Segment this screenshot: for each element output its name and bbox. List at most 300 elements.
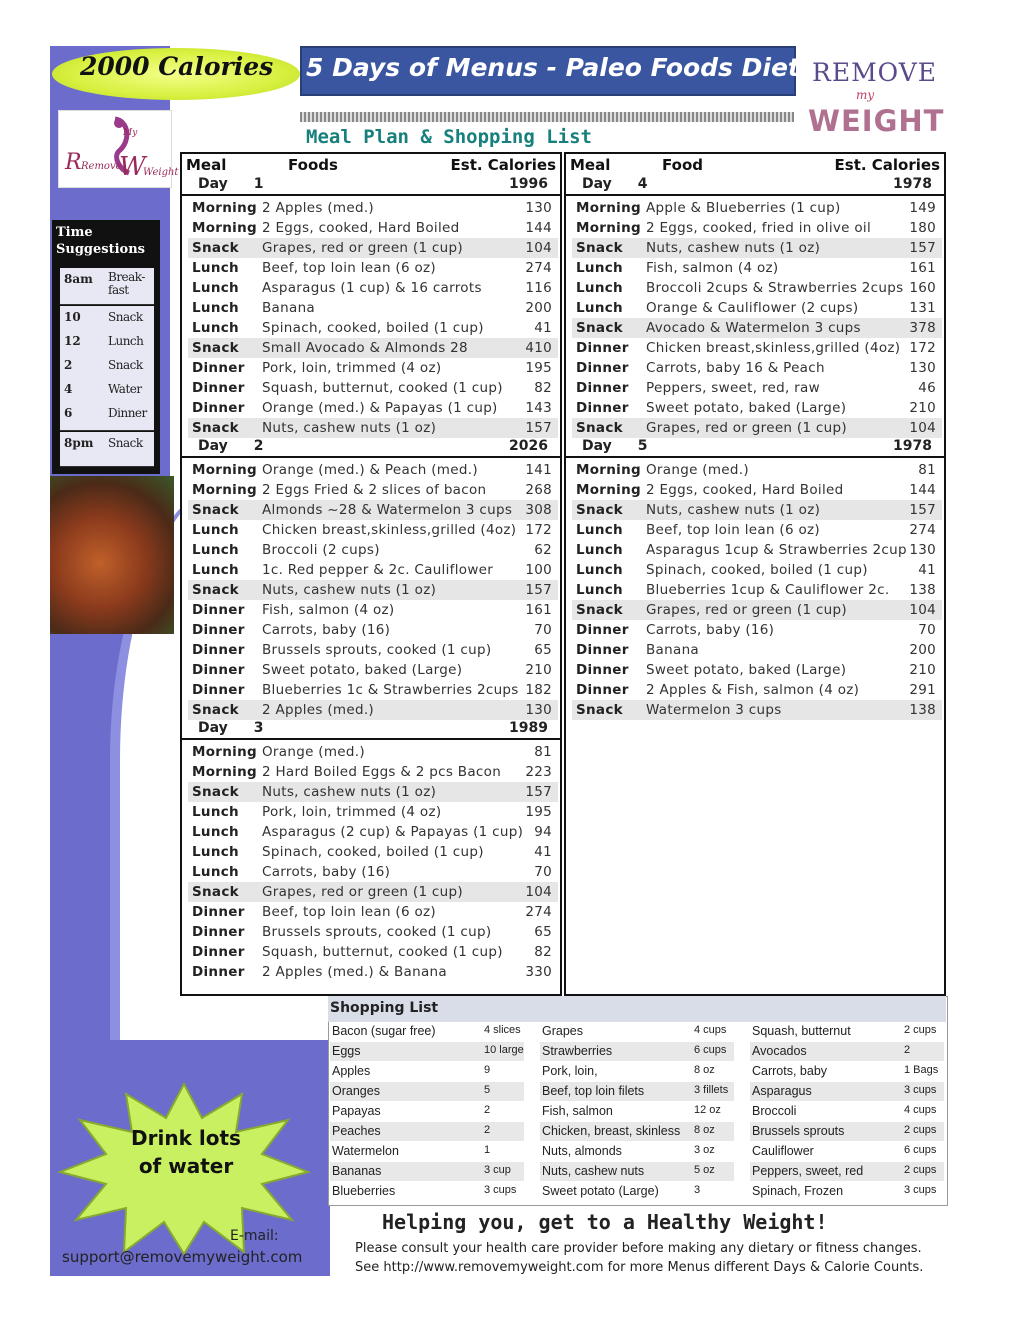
meal-row xyxy=(188,540,558,560)
time-row xyxy=(60,378,154,403)
day-header xyxy=(198,438,264,454)
shopping-item-name: Watermelon xyxy=(332,1144,399,1158)
meal-time: Snack xyxy=(192,420,239,436)
calories-value: 161 xyxy=(909,260,936,276)
shopping-item-name: Asparagus xyxy=(752,1084,812,1098)
calories-value: 130 xyxy=(909,360,936,376)
food-item: Carrots, baby 16 & Peach xyxy=(646,360,825,376)
header-stripe xyxy=(300,112,794,122)
day-header xyxy=(582,176,648,192)
calories-value: 65 xyxy=(534,924,552,940)
meal-time: Snack xyxy=(192,884,239,900)
shopping-item-qty: 1 xyxy=(484,1144,491,1156)
shopping-item xyxy=(540,1102,734,1121)
calories-value: 65 xyxy=(534,642,552,658)
food-item: Carrots, baby (16) xyxy=(262,864,391,880)
calories-value: 41 xyxy=(918,562,936,578)
meal-row xyxy=(188,418,558,438)
food-item: Squash, butternut, cooked (1 cup) xyxy=(262,380,503,396)
shopping-item xyxy=(330,1182,524,1201)
food-item: Apple & Blueberries (1 cup) xyxy=(646,200,841,216)
drink-water-line2: of water xyxy=(138,1154,234,1178)
meal-time: Lunch xyxy=(192,542,239,558)
meal-time: Lunch xyxy=(576,522,623,538)
food-photo xyxy=(50,476,174,634)
meal-time: Dinner xyxy=(192,904,245,920)
food-item: 2 Apples (med.) & Banana xyxy=(262,964,447,980)
meal-row xyxy=(572,560,942,580)
slogan: Helping you, get to a Healthy Weight! xyxy=(382,1210,828,1234)
meal-row xyxy=(572,660,942,680)
time-activity: Snack xyxy=(108,358,143,372)
calories-value: 172 xyxy=(525,522,552,538)
shopping-item-name: Oranges xyxy=(332,1084,380,1098)
time-suggestions-title: Time Suggestions xyxy=(56,225,145,257)
time-activity: Water xyxy=(108,382,142,396)
meal-time: Snack xyxy=(576,602,623,618)
food-item: Grapes, red or green (1 cup) xyxy=(262,240,463,256)
meal-row xyxy=(188,580,558,600)
food-item: Nuts, cashew nuts (1 oz) xyxy=(646,502,821,518)
meal-time: Snack xyxy=(192,502,239,518)
shopping-item xyxy=(330,1122,524,1141)
shopping-item-name: Carrots, baby xyxy=(752,1064,828,1078)
shopping-item-qty: 6 cups xyxy=(904,1144,937,1156)
shopping-item xyxy=(750,1022,944,1041)
logo-my: my xyxy=(856,88,875,102)
meal-row xyxy=(572,600,942,620)
meal-row xyxy=(572,198,942,218)
meal-time: Dinner xyxy=(192,602,245,618)
meal-time: Dinner xyxy=(576,380,629,396)
shopping-item-qty: 3 cup xyxy=(484,1164,511,1176)
shopping-item xyxy=(540,1042,734,1061)
food-item: Nuts, cashew nuts (1 oz) xyxy=(262,420,437,436)
meal-time: Lunch xyxy=(192,280,239,296)
drink-water-line1: Drink lots xyxy=(131,1126,241,1150)
shopping-item xyxy=(750,1162,944,1181)
calories-value: 291 xyxy=(909,682,936,698)
meal-time: Snack xyxy=(576,702,623,718)
food-item: 2 Apples (med.) xyxy=(262,200,374,216)
day-number: 3 xyxy=(253,720,264,736)
calories-value: 104 xyxy=(525,884,552,900)
food-item: 2 Hard Boiled Eggs & 2 pcs Bacon xyxy=(262,764,502,780)
calories-value: 157 xyxy=(525,582,552,598)
calories-value: 160 xyxy=(909,280,936,296)
food-item: Grapes, red or green (1 cup) xyxy=(262,884,463,900)
calories-value: 116 xyxy=(525,280,552,296)
meal-time: Dinner xyxy=(576,662,629,678)
food-item: Broccoli 2cups & Strawberries 2cups xyxy=(646,280,904,296)
calories-value: 70 xyxy=(918,622,936,638)
shopping-item xyxy=(750,1062,944,1081)
shopping-item-name: Squash, butternut xyxy=(752,1024,851,1038)
shopping-item-qty: 2 xyxy=(484,1124,491,1136)
shopping-item-name: Bananas xyxy=(332,1164,382,1178)
meal-row xyxy=(572,318,942,338)
meal-row xyxy=(188,742,558,762)
shopping-item-name: Eggs xyxy=(332,1044,361,1058)
day-label: Day xyxy=(582,438,612,454)
calories-value: 82 xyxy=(534,380,552,396)
meal-time: Lunch xyxy=(192,320,239,336)
meal-row xyxy=(188,338,558,358)
meal-row xyxy=(188,902,558,922)
food-item: Beef, top loin lean (6 oz) xyxy=(262,904,436,920)
day-number: 4 xyxy=(637,176,648,192)
food-item: Squash, butternut, cooked (1 cup) xyxy=(262,944,503,960)
shopping-item xyxy=(540,1082,734,1101)
food-item: Almonds ~28 & Watermelon 3 cups xyxy=(262,502,513,518)
shopping-item-name: Strawberries xyxy=(542,1044,613,1058)
meal-row xyxy=(188,500,558,520)
meal-row xyxy=(188,922,558,942)
meal-time: Snack xyxy=(576,320,623,336)
calories-value: 195 xyxy=(525,360,552,376)
food-item: Asparagus 1cup & Strawberries 2cup xyxy=(646,542,907,558)
food-item: Carrots, baby (16) xyxy=(646,622,775,638)
food-item: Orange & Cauliflower (2 cups) xyxy=(646,300,859,316)
food-item: Brussels sprouts, cooked (1 cup) xyxy=(262,642,492,658)
meal-row xyxy=(572,460,942,480)
meal-row xyxy=(188,680,558,700)
shopping-item xyxy=(330,1102,524,1121)
calories-value: 104 xyxy=(525,240,552,256)
meal-row xyxy=(188,480,558,500)
meal-time: Dinner xyxy=(192,622,245,638)
meal-time: Dinner xyxy=(576,340,629,356)
shopping-item-name: Broccoli xyxy=(752,1104,797,1118)
day-divider xyxy=(182,194,560,196)
meal-row xyxy=(188,862,558,882)
food-item: Brussels sprouts, cooked (1 cup) xyxy=(262,924,492,940)
calories-value: 130 xyxy=(909,542,936,558)
shopping-item xyxy=(330,1162,524,1181)
shopping-item-name: Apples xyxy=(332,1064,371,1078)
food-item: Asparagus (2 cup) & Papayas (1 cup) xyxy=(262,824,524,840)
shopping-item-qty: 5 oz xyxy=(694,1164,715,1176)
shopping-item-qty: 4 cups xyxy=(904,1104,937,1116)
food-item: Orange (med.) & Papayas (1 cup) xyxy=(262,400,498,416)
shopping-item-qty: 2 cups xyxy=(904,1164,937,1176)
day-total-calories: 1989 xyxy=(509,720,548,736)
shopping-item-name: Chicken, breast, skinless xyxy=(542,1124,681,1138)
shopping-item-qty: 1 Bags xyxy=(904,1064,939,1076)
meal-row xyxy=(572,500,942,520)
meal-row xyxy=(188,298,558,318)
meal-row xyxy=(188,238,558,258)
logo-remove: REMOVE xyxy=(812,58,938,87)
food-item: Pork, loin, trimmed (4 oz) xyxy=(262,360,442,376)
meal-row xyxy=(188,218,558,238)
time-label: 8pm xyxy=(64,436,94,450)
calories-value: 81 xyxy=(918,462,936,478)
calories-header: Est. Calories xyxy=(450,156,556,174)
time-row xyxy=(60,306,154,331)
time-label: 8am xyxy=(64,272,93,286)
time-label: 6 xyxy=(64,406,73,420)
food-item: Small Avocado & Almonds 28 xyxy=(262,340,468,356)
food-item: Nuts, cashew nuts (1 oz) xyxy=(262,784,437,800)
meal-time: Morning xyxy=(576,200,641,216)
meal-row xyxy=(188,942,558,962)
meal-row xyxy=(188,700,558,720)
meal-row xyxy=(188,460,558,480)
meal-row xyxy=(572,338,942,358)
shopping-item-name: Bacon (sugar free) xyxy=(332,1024,436,1038)
calories-value: 82 xyxy=(534,944,552,960)
meal-row xyxy=(188,258,558,278)
meal-row xyxy=(188,802,558,822)
shopping-item xyxy=(540,1142,734,1161)
day-number: 2 xyxy=(253,438,264,454)
meal-row xyxy=(572,418,942,438)
meal-time: Morning xyxy=(192,482,257,498)
meal-time: Lunch xyxy=(192,824,239,840)
website-note[interactable]: See http://www.removemyweight.com for more Menus different Days & Calorie Counts. xyxy=(355,1260,924,1275)
small-logo-graphic xyxy=(59,111,179,187)
time-row xyxy=(60,354,154,379)
meal-time: Dinner xyxy=(192,380,245,396)
meal-time: Dinner xyxy=(576,360,629,376)
meal-row xyxy=(188,620,558,640)
meal-time: Lunch xyxy=(576,280,623,296)
meal-row xyxy=(572,258,942,278)
meal-row xyxy=(572,480,942,500)
meal-row xyxy=(188,822,558,842)
meal-row xyxy=(572,378,942,398)
food-item: 2 Eggs, cooked, Hard Boiled xyxy=(646,482,844,498)
shopping-item-qty: 10 large xyxy=(484,1044,524,1056)
meal-time: Dinner xyxy=(576,622,629,638)
shopping-item-qty: 3 fillets xyxy=(694,1084,729,1096)
food-item: Chicken breast,skinless,grilled (4oz) xyxy=(646,340,901,356)
food-item: Sweet potato, baked (Large) xyxy=(646,400,847,416)
meal-time: Dinner xyxy=(192,662,245,678)
food-item: Blueberries 1c & Strawberries 2cups xyxy=(262,682,519,698)
calories-value: 144 xyxy=(909,482,936,498)
food-item: Spinach, cooked, boiled (1 cup) xyxy=(262,844,484,860)
shopping-item xyxy=(540,1122,734,1141)
meal-row xyxy=(188,198,558,218)
shopping-item xyxy=(330,1082,524,1101)
calories-value: 274 xyxy=(525,904,552,920)
food-item: Grapes, red or green (1 cup) xyxy=(646,420,847,436)
meal-time: Morning xyxy=(192,200,257,216)
calories-value: 157 xyxy=(909,240,936,256)
shopping-item-qty: 2 xyxy=(484,1104,491,1116)
shopping-item xyxy=(330,1062,524,1081)
calories-value: 274 xyxy=(909,522,936,538)
food-item: Fish, salmon (4 oz) xyxy=(262,602,395,618)
shopping-item xyxy=(750,1102,944,1121)
calories-value: 410 xyxy=(525,340,552,356)
meal-row xyxy=(572,398,942,418)
meal-time: Dinner xyxy=(192,360,245,376)
meal-row xyxy=(188,318,558,338)
food-item: Orange (med.) xyxy=(646,462,749,478)
calories-value: 157 xyxy=(909,502,936,518)
email-address[interactable]: support@removemyweight.com xyxy=(62,1248,303,1266)
food-item: Chicken breast,skinless,grilled (4oz) xyxy=(262,522,517,538)
shopping-item-qty: 3 xyxy=(694,1184,701,1196)
day-label: Day xyxy=(198,438,228,454)
time-activity: Snack xyxy=(108,436,143,450)
meal-time: Lunch xyxy=(576,300,623,316)
meal-row xyxy=(572,298,942,318)
food-item: Nuts, cashew nuts (1 oz) xyxy=(262,582,437,598)
meal-time: Morning xyxy=(576,462,641,478)
shopping-item-qty: 8 oz xyxy=(694,1064,715,1076)
day-total-calories: 1996 xyxy=(509,176,548,192)
calories-value: 172 xyxy=(909,340,936,356)
shopping-item-name: Peaches xyxy=(332,1124,381,1138)
logo-weight: WEIGHT xyxy=(808,104,945,138)
food-item: Spinach, cooked, boiled (1 cup) xyxy=(262,320,484,336)
meal-time: Morning xyxy=(192,764,257,780)
shopping-item xyxy=(330,1042,524,1061)
shopping-item xyxy=(750,1142,944,1161)
meal-time: Snack xyxy=(576,502,623,518)
time-label: 12 xyxy=(64,334,81,348)
food-item: Sweet potato, baked (Large) xyxy=(262,662,463,678)
day-header xyxy=(198,176,264,192)
meal-header: Meal xyxy=(570,156,611,174)
shopping-item-name: Brussels sprouts xyxy=(752,1124,845,1138)
calories-value: 94 xyxy=(534,824,552,840)
meal-time: Morning xyxy=(192,744,257,760)
day-total-calories: 1978 xyxy=(893,176,932,192)
shopping-item xyxy=(750,1182,944,1201)
shopping-item-name: Nuts, almonds xyxy=(542,1144,622,1158)
meal-time: Snack xyxy=(192,784,239,800)
calories-value: 308 xyxy=(525,502,552,518)
time-activity: Dinner xyxy=(108,406,147,420)
time-row xyxy=(60,432,154,467)
shopping-item xyxy=(750,1042,944,1061)
shopping-item xyxy=(750,1082,944,1101)
day-divider xyxy=(182,456,560,458)
calories-value: 195 xyxy=(525,804,552,820)
shopping-item-qty: 3 cups xyxy=(484,1184,517,1196)
meal-time: Dinner xyxy=(192,400,245,416)
calories-header: Est. Calories xyxy=(834,156,940,174)
meal-row xyxy=(572,620,942,640)
meal-time: Lunch xyxy=(192,300,239,316)
meal-time: Lunch xyxy=(192,260,239,276)
calories-value: 144 xyxy=(525,220,552,236)
day-label: Day xyxy=(198,176,228,192)
food-item: Grapes, red or green (1 cup) xyxy=(646,602,847,618)
shopping-item-qty: 8 oz xyxy=(694,1124,715,1136)
meal-row xyxy=(572,358,942,378)
shopping-item-name: Sweet potato (Large) xyxy=(542,1184,659,1198)
food-item: Peppers, sweet, red, raw xyxy=(646,380,820,396)
shopping-item-name: Beef, top loin filets xyxy=(542,1084,645,1098)
meal-time: Dinner xyxy=(576,400,629,416)
calories-badge-text: 2000 Calories xyxy=(80,52,274,81)
meal-row xyxy=(188,560,558,580)
meal-row xyxy=(572,218,942,238)
meal-row xyxy=(188,640,558,660)
calories-value: 46 xyxy=(918,380,936,396)
shopping-item-name: Pork, loin, xyxy=(542,1064,598,1078)
food-item: Avocado & Watermelon 3 cups xyxy=(646,320,861,336)
calories-value: 104 xyxy=(909,420,936,436)
time-label: 2 xyxy=(64,358,73,372)
calories-value: 330 xyxy=(525,964,552,980)
time-label: 4 xyxy=(64,382,73,396)
meal-time: Dinner xyxy=(576,682,629,698)
meal-time: Lunch xyxy=(192,864,239,880)
meal-time: Morning xyxy=(576,482,641,498)
calories-value: 200 xyxy=(909,642,936,658)
calories-value: 157 xyxy=(525,420,552,436)
meal-table-days-4-5 xyxy=(564,152,946,996)
meal-table-days-1-3 xyxy=(180,152,562,996)
food-item: Blueberries 1cup & Cauliflower 2c. xyxy=(646,582,890,598)
calories-value: 141 xyxy=(525,462,552,478)
small-logo-my: My xyxy=(123,128,138,138)
shopping-item xyxy=(330,1142,524,1161)
calories-value: 104 xyxy=(909,602,936,618)
meal-row xyxy=(188,882,558,902)
food-item: 2 Apples (med.) xyxy=(262,702,374,718)
shopping-item-qty: 6 cups xyxy=(694,1044,727,1056)
day-number: 5 xyxy=(637,438,648,454)
meal-row xyxy=(572,278,942,298)
shopping-item-name: Peppers, sweet, red xyxy=(752,1164,864,1178)
meal-time: Lunch xyxy=(192,804,239,820)
time-activity: Snack xyxy=(108,310,143,324)
calories-value: 157 xyxy=(525,784,552,800)
shopping-item-name: Blueberries xyxy=(332,1184,396,1198)
calories-value: 41 xyxy=(534,320,552,336)
meal-header: Meal xyxy=(186,156,227,174)
meal-time: Lunch xyxy=(576,542,623,558)
svg-text:R: R xyxy=(65,150,82,175)
day-divider xyxy=(182,738,560,740)
calories-value: 210 xyxy=(909,400,936,416)
shopping-item-qty: 3 cups xyxy=(904,1084,937,1096)
meal-time: Dinner xyxy=(576,642,629,658)
shopping-item-qty: 4 cups xyxy=(694,1024,727,1036)
time-row xyxy=(60,268,154,305)
calories-value: 180 xyxy=(909,220,936,236)
day-label: Day xyxy=(582,176,612,192)
meal-row xyxy=(188,782,558,802)
calories-value: 130 xyxy=(525,702,552,718)
shopping-item xyxy=(540,1062,734,1081)
disclaimer: Please consult your health care provider before making any dietary or fitness changes. xyxy=(355,1241,922,1256)
day-divider xyxy=(566,456,944,458)
meal-time: Lunch xyxy=(192,562,239,578)
shopping-item-name: Cauliflower xyxy=(752,1144,814,1158)
calories-value: 70 xyxy=(534,864,552,880)
food-item: Asparagus (1 cup) & 16 carrots xyxy=(262,280,482,296)
calories-value: 378 xyxy=(909,320,936,336)
shopping-item xyxy=(540,1182,734,1201)
meal-time: Dinner xyxy=(192,642,245,658)
calories-value: 81 xyxy=(534,744,552,760)
time-label: 10 xyxy=(64,310,81,324)
small-logo-weight: Weight xyxy=(143,167,179,178)
time-activity: Break-fast xyxy=(108,270,145,297)
food-item: Beef, top loin lean (6 oz) xyxy=(646,522,820,538)
shopping-item-qty: 2 cups xyxy=(904,1124,937,1136)
calories-value: 268 xyxy=(525,482,552,498)
